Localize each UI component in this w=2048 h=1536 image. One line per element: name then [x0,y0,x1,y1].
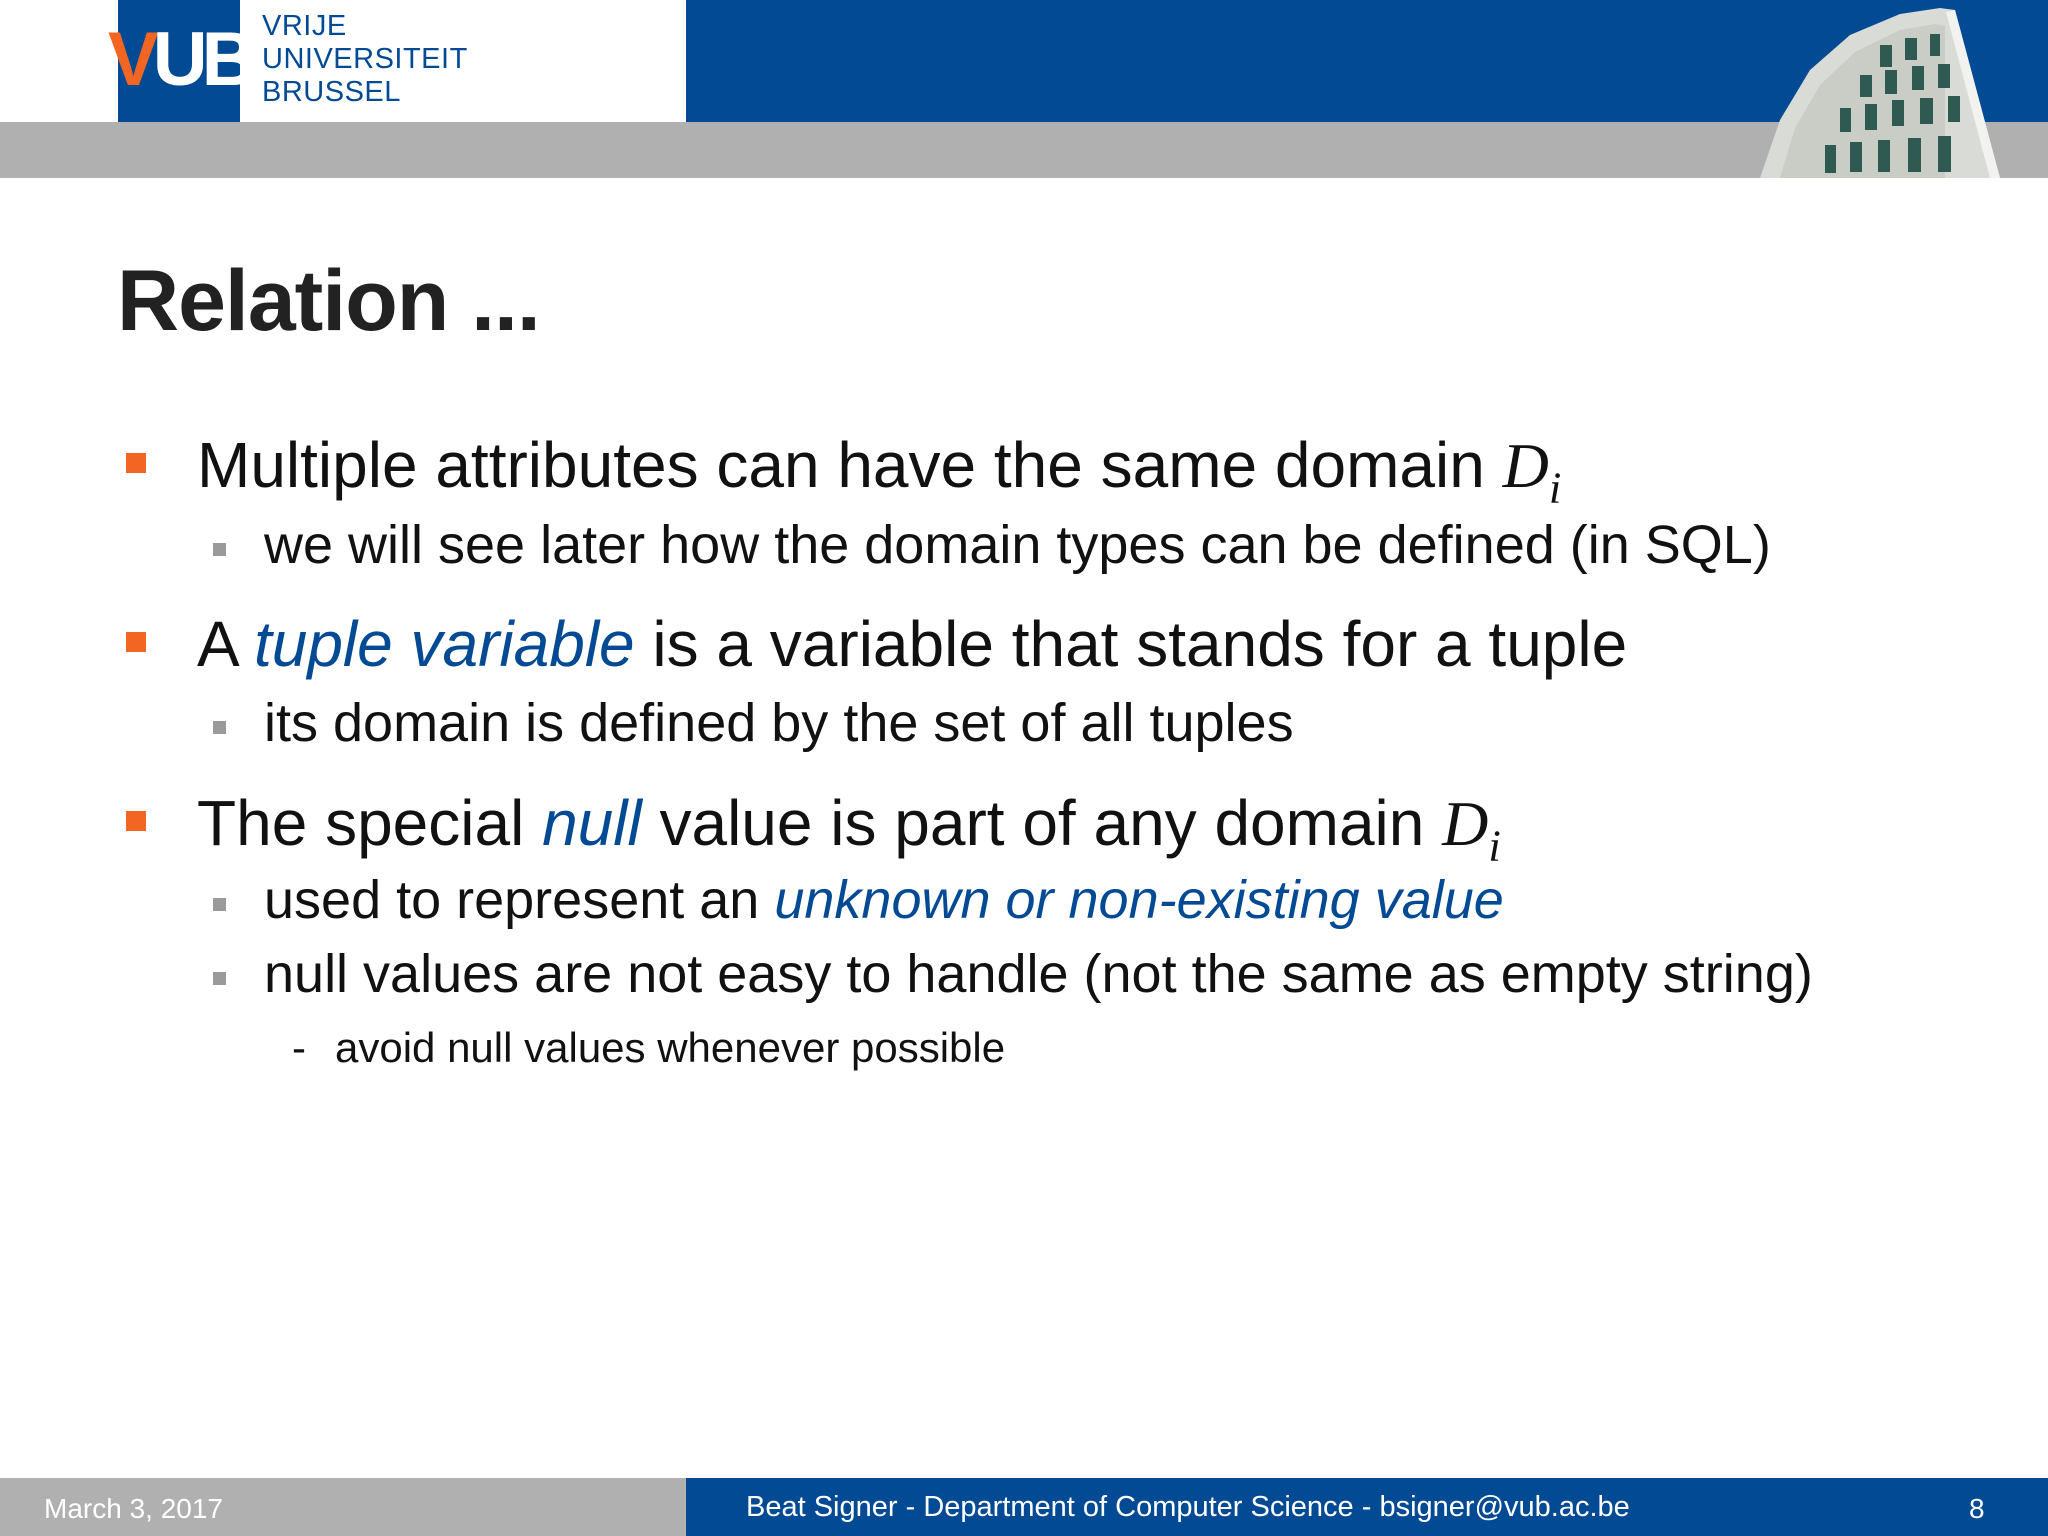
emphasis-term: unknown or non-existing value [774,870,1504,930]
logo-letter-v: V [108,17,153,102]
sub-bullet-text: used to represent an unknown or non-existing value [264,870,1504,930]
sub-bullet-text: its domain is defined by the set of all tuples [264,693,1294,753]
emphasis-term: tuple variable [253,608,635,680]
page-number: 8 [1969,1493,1985,1524]
slide-title: Relation ... [117,253,540,349]
sub-bullet-square-icon [213,898,226,911]
math-symbol: $D_i$ [1442,788,1501,871]
bullet-text: The special null value is part of any domain $D_i$ [197,787,1501,871]
sub-sub-bullet-text: avoid null values whenever possible [335,1024,1006,1071]
university-name-line: UNIVERSITEIT [262,43,468,75]
emphasis-term: null [542,787,642,859]
vub-logo [108,17,251,102]
bullet-text: A tuple variable is a variable that stands for a tuple [197,608,1628,680]
sub-bullet-square-icon [213,721,226,734]
bullet-square-icon [126,632,146,652]
footer-date: March 3, 2017 [44,1493,223,1524]
sub-bullet-text: we will see later how the domain types can be defined (in SQL) [264,515,1771,575]
bullet-text: Multiple attributes can have the same domain $D_i$ [197,429,1562,513]
university-name-line: BRUSSEL [262,76,401,108]
bullet-square-icon [126,453,146,473]
bullet-square-icon [126,811,146,831]
university-name [262,10,468,109]
footer-author-info: Beat Signer - Department of Computer Science - bsigner@vub.ac.be [746,1491,1630,1523]
university-name-line: VRIJE [262,10,347,42]
sub-bullet-square-icon [213,543,226,556]
building-photo [1740,0,2000,178]
dash-bullet-icon: - [292,1024,306,1071]
sub-bullet-square-icon [213,972,226,985]
logo-letters-ub: UB [152,17,251,102]
sub-bullet-text: null values are not easy to handle (not the same as empty string) [264,944,1813,1004]
math-symbol: $D_i$ [1502,430,1562,513]
